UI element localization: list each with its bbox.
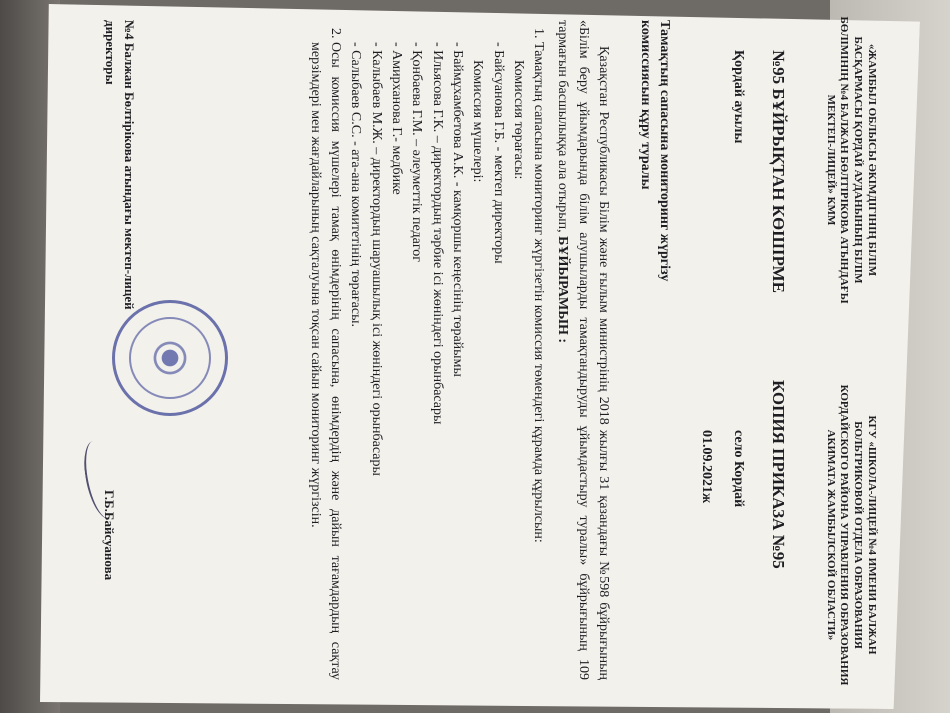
member-item: - Баймұхамбетова А.К. - камқоршы кеңесінің төрайымы: [447, 42, 467, 680]
order-title-kazakh: №95 БҰЙРЫҚТАН КӨШІРМЕ: [769, 50, 788, 293]
chair-label: Комиссия төрағасы:: [510, 60, 526, 180]
intro-text: Қазақстан Республикасы Білім және ғылым министрінің 2018 жылғы 31 қазандағы №598 бұйрығының «Білім беру ұйымдарында білім алушыларды тамақтандыруды ұйымдастыру туралы» бұйрығының 109 тармағын басшылыққа ала отырып,: [555, 20, 611, 680]
order-date: 01.09.2021ж: [699, 430, 714, 504]
chair-list: [487, 42, 507, 680]
members-list: [345, 42, 467, 680]
intro-paragraph: [552, 20, 613, 680]
order-body: [305, 20, 613, 680]
place-russian: село Кордай: [731, 430, 746, 508]
order-item-1: [345, 42, 548, 680]
signer-name: Г.Б.Байсуанова: [102, 490, 117, 581]
order-subject: Тамақтың сапасына мониторинг жүргізу комиссиясын құру туралы: [638, 20, 672, 282]
signature-block: [100, 20, 138, 680]
signer-position: №4 Балжан Бөлтірікова атындағы мектеп-лицей директоры: [103, 20, 137, 310]
member-item: - Қонбаева Г.М. – әлеуметтік педагог: [406, 42, 426, 680]
header-russian: КГУ «ШКОЛА-ЛИЦЕЙ №4 ИМЕНИ БАЛЖАН БОЛЬТРИКОВОЙ ОТДЕЛА ОБРАЗОВАНИЯ КОРДАЙСКОГО РАЙОНА УПРАВЛЕНИЯ ОБРАЗОВАНИЯ АКИМАТА ЖАМБЫЛСКОЙ ОБЛАСТИ»: [824, 384, 878, 686]
chair-item: - Байсуанова Г.Б. - мектеп директоры: [487, 42, 507, 680]
order-items: [305, 20, 549, 680]
order-title-russian: КОПИЯ ПРИКАЗА №95: [769, 380, 788, 569]
member-item: - Ильясова Г.К. – директордың тәрбие ісі жөніндегі орынбасары: [426, 42, 446, 680]
place-kazakh: Қордай ауылы: [731, 50, 746, 144]
members-label: Комиссия мүшелері:: [470, 60, 486, 183]
intro-bold: БҰЙЫРАМЫН :: [555, 236, 571, 344]
item1-text: Тамақтың сапасына мониторинг жүргізетін комиссия төмендегі құрамда құрылсын:: [531, 42, 547, 543]
stamp-emblem: [151, 339, 189, 377]
member-item: - Салыбаев С.С. - ата-ана комитетінің төрағасы.: [345, 42, 365, 680]
member-item: - Амирханова Г.- медбике: [386, 42, 406, 680]
document-page: [48, 0, 908, 700]
header-kazakh: «ЖАМБЫЛ ОБЛЫСЫ ӘКІМДІГІНІҢ БІЛІМ БАСҚАРМАСЫ ҚОРДАЙ АУДАНЫНЫҢ БІЛІМ БӨЛІМІНІҢ №4 БАЛЖАН БӨЛТІРІКОВА АТЫНДАҒЫ МЕКТЕП-ЛИЦЕЙ» КММ: [824, 16, 878, 304]
member-item: - Калыбаев М.Ж. – директордың шаруашылық ісі жөніндегі орынбасары: [365, 42, 385, 680]
order-item-2: 2. Осы комиссия мүшелері тамақ өнімдерінің сапасына, өнімдердің және дайын тағамдардың сақтау мерзімдері мен жағдайларының сақталуына тоқсан сайын мониторинг жүргізсін.: [305, 42, 346, 680]
